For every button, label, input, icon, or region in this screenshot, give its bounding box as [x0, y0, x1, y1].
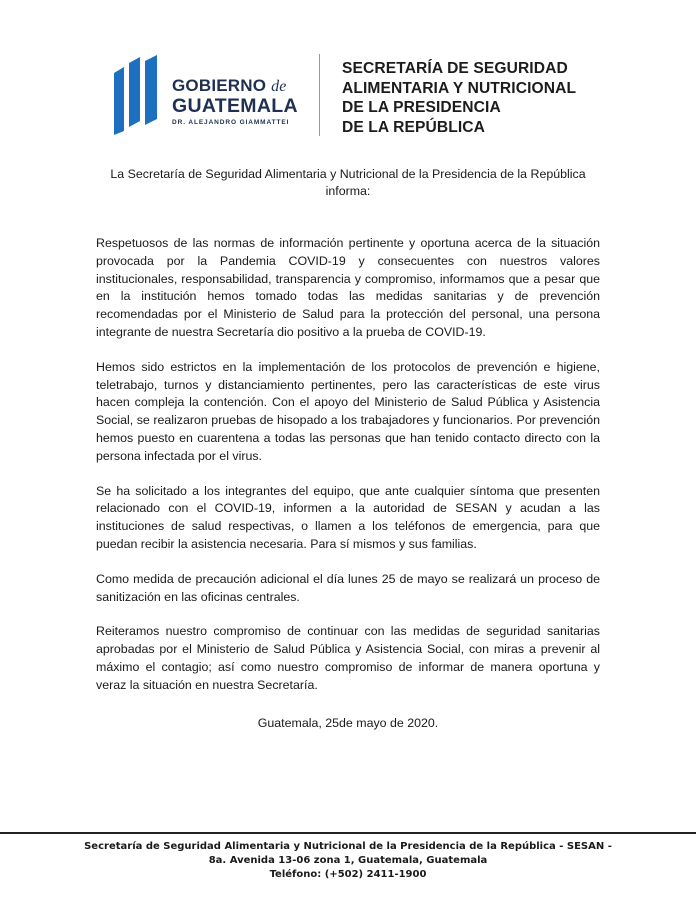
secretaria-title-line: ALIMENTARIA Y NUTRICIONAL [342, 79, 577, 97]
secretaria-title-line: SECRETARÍA DE SEGURIDAD [342, 60, 568, 77]
secretaria-title [342, 59, 642, 137]
body-paragraph: Como medida de precaución adicional el día lunes 25 de mayo se realizará un proceso de sanitización en las oficinas centrales. [96, 571, 600, 604]
body-paragraph: Respetuosos de las normas de información pertinente y oportuna acerca de la situación provocada por la Pandemia COVID-19 y consecuentes con nuestros valores institucionales, responsabilidad, transparencia y compromiso, informamos que a pesar que en la institución hemos tomado todas las medidas sanitarias y de prevención recomendadas por el Ministerio de Salud para la protección del personal, una persona integrante de nuestra Secretaría dio positivo a la prueba de COVID-19. [96, 236, 600, 339]
logo-wordmark [172, 77, 322, 126]
logo-de: de [271, 78, 287, 95]
footer [0, 840, 696, 882]
document-body [96, 235, 600, 712]
gobierno-logo [112, 55, 312, 135]
logo-president-name: DR. ALEJANDRO GIAMMATTEI [172, 119, 290, 126]
document-date: Guatemala, 25de mayo de 2020. [257, 716, 439, 730]
secretaria-title-line: DE LA REPÚBLICA [342, 118, 486, 136]
logo-gobierno: GOBIERNO [172, 76, 267, 95]
footer-phone: Teléfono: (+502) 2411-1900 [269, 869, 427, 880]
header-divider [319, 54, 320, 136]
body-paragraph: Se ha solicitado a los integrantes del equipo, que ante cualquier síntoma que presenten relacionado con el COVID-19, informen a la autoridad de SESAN y acudan a las instituciones de salud respectivas, o llamen a los teléfonos de emergencia, para que puedan recibir la asistencia necesaria. Para sí mismos y sus familias. [96, 483, 600, 551]
footer-rule [0, 832, 696, 834]
intro-line: La Secretaría de Seguridad Alimentaria y Nutricional de la Presidencia de la República [110, 167, 586, 181]
footer-address: 8a. Avenida 13-06 zona 1, Guatemala, Guatemala [208, 855, 488, 866]
intro-line: informa: [325, 184, 371, 198]
body-paragraph: Hemos sido estrictos en la implementación de los protocolos de prevención e higiene, teletrabajo, turnos y distanciamiento pertinentes, pero las características de este virus hacen compleja la contención. Con el apoyo del Ministerio de Salud Pública y Asistencia Social, se realizaron pruebas de hisopado a los trabajadores y funcionarios. Por prevención hemos puesto en cuarentena a todas las personas que han tenido contacto directo con la persona infectada por el virus. [96, 359, 600, 463]
logo-guatemala: GUATEMALA [172, 95, 298, 117]
intro-heading [96, 166, 600, 200]
secretaria-title-line: DE LA PRESIDENCIA [342, 99, 501, 116]
body-paragraph: Reiteramos nuestro compromiso de continuar con las medidas de seguridad sanitarias aprobadas por el Ministerio de Salud Pública y Asistencia Social, con miras a prevenir al máximo el contagio; así como nuestro compromiso de informar de manera oportuna y veraz la situación en nuestra Secretaría. [96, 624, 600, 692]
flag-bars-icon [112, 55, 162, 135]
footer-org: Secretaría de Seguridad Alimentaria y Nutricional de la Presidencia de la República - SESAN - [84, 841, 612, 852]
